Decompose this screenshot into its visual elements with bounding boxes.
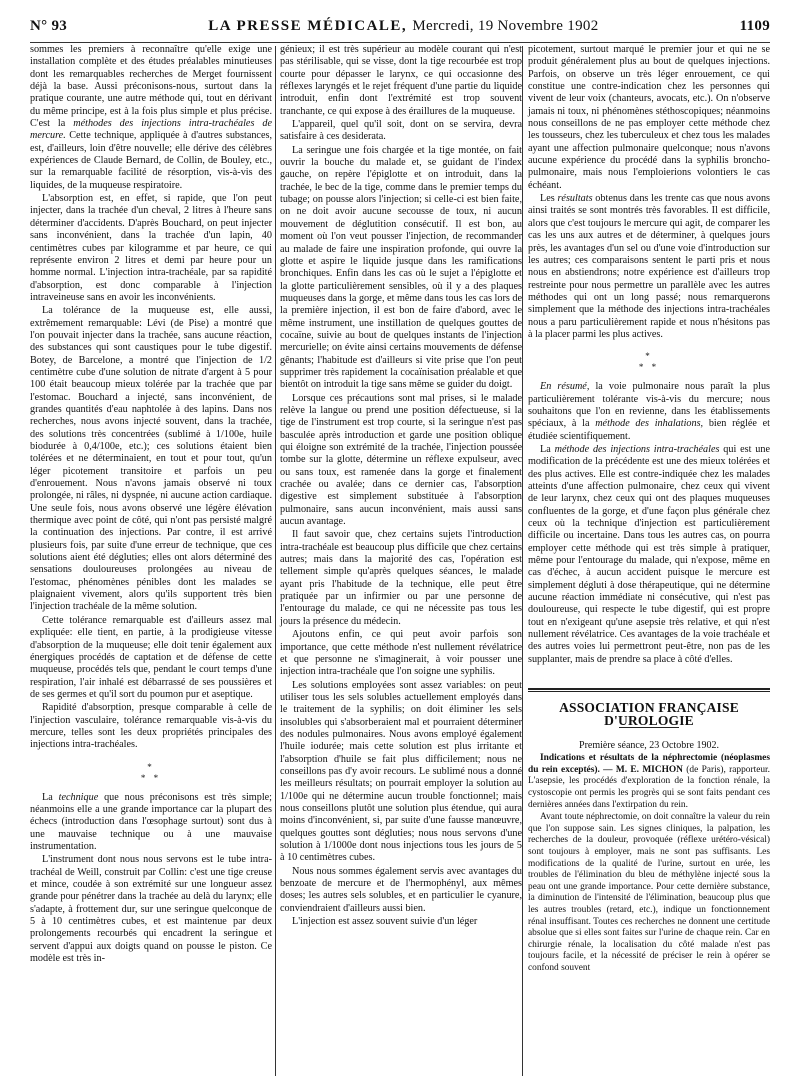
paragraph: Ajoutons enfin, ce qui peut avoir parfois son importance, que cette méthode n'est nullement révélatrice et que personne ne s'imaginerait, à voir pousser une injection intra-trachéale que l'on soigne une syphilis. — [280, 629, 522, 678]
section-separator-stars: * * * — [638, 351, 660, 373]
session-date: Première séance, 23 Octobre 1902. — [579, 739, 719, 751]
paragraph: La méthode des injections intra-trachéales qui est une modification de la précédente est une des mieux tolérées et des plus actives. Elle est contre-indiquée chez les malades atteints d'une affection pulmonaire, chez ceux qui vivent de leur larynx, chez ceux qui ont des plaques muqueuses confluentes de la gorge, et d'une façon plus générale chez ceux où la technique d'injection est particulièrement difficile ou incertaine. Dans tous les autres cas, on pourra employer cette méthode qui est très simple à pratiquer, même pour l'entourage du malade, qui n'expose, même en cas d'échec, à aucun accident puisque le mercure est simplement dégluti à dose thérapeutique, qui ne détermine aucune réaction immédiate ni consécutive, qui n'est pas douloureuse, qui respecte le tube digestif, qui est propre tout en n'exigeant qu'une asepsie très relative, et qui n'est nullement révélatrice. Ces avantages de la voie trachéale et des autres voies lui permettront peut-être, non pas de les supplanter, mais de prendre sa place à côté d'elles. — [528, 443, 771, 665]
paragraph: génieux; il est très supérieur au modèle courant qui n'est pas stérilisable, qui se visse, dont la tige recourbée est trop courte pour dépasser le larynx, ce qui occasionne des réflexes laryngés et le rejet fréquent d'une partie du liquide introduit, enfin dont l'extrémité est trop souvent tranchante, ce qui expose à des éraillures de la muqueuse. — [280, 44, 522, 117]
paragraph: Nous nous sommes également servis avec avantages du benzoate de mercure et de l'hermophényl, aux mêmes doses; les autres sels solubles, et en particulier le cyanure, conviendraient d'ailleurs aussi bien. — [280, 865, 522, 914]
paragraph: Lorsque ces précautions sont mal prises, si le malade relève la langue ou prend une position défectueuse, si la tige de l'instrument est trop courte, si la seringue n'est pas basculée après introduction et garde une position oblique qui éloigne son extrémité de la trachée, l'injection poussée tombe sur la glotte, détermine un réflexe expulseur, avec ou sans toux, est ramenée dans la gorge et finalement crachée ou avalée; dans ce dernier cas, l'absorption digestive est simplement substituée à l'absorption pulmonaire, sans aucun inconvénient, mais aussi sans aucun avantage. — [280, 392, 522, 528]
masthead — [208, 18, 598, 35]
paragraph: La technique que nous préconisons est très simple; néanmoins elle a une grande importance car la plupart des échecs (introduction dans l'œsophage surtout) sont dus à une mauvaise technique ou à une mauvaise instrumentation. — [30, 791, 273, 852]
paragraph: La seringue une fois chargée et la tige montée, on fait ouvrir la bouche du malade et, se guidant de l'index gauche, on repère l'épiglotte et on introduit, dans la trachée, le bec de la tige, comme dans le premier temps du tubage; on pousse alors l'injection; si celle-ci est bien faite, on ne doit avoir aucune secousse de toux, ni aucun mouvement de déglutition consécutif. Il est bon, au moment où l'on veut pousser l'injection, de recommander au malade de faire une inspiration profonde, qui ouvre la glotte et aspire le liquide jusque dans les ramifications bronchiques. Enfin dans les cas où le sujet a l'épiglotte et la glotte particulièrement sensibles, où il y a des plaques muqueuses dans la gorge, et même dans tous les cas lors de la première injection, il est bon de faire d'abord, avec le même instrument, une instillation de quelques gouttes de cocaïne, suivie au bout de quelques instants de l'injection mercurielle; on évite ainsi certains mouvements de défense gênants; l'habitude est d'ailleurs si vite prise que l'on peut supprimer très rapidement la cocaïnisation préalable et que bientôt on introduit la tige sans même se guider du doigt. — [280, 144, 522, 391]
article-title: Indications et résultats de la néphrectomie (néoplasmes du rein exceptés). — [528, 753, 770, 775]
article-paragraph: Indications et résultats de la néphrectomie (néoplasmes du rein exceptés). — M. E. MICHON (de Paris), rapporteur. L'asepsie, les procédés d'exploration de la fonction rénale, la cystoscopie ont permis les progrès qui se sont faits pendant ces dernières années dans l'extirpation du rein. — [528, 753, 770, 810]
paragraph: picotement, surtout marqué le premier jour et qui ne se produit généralement plus au bout de quelques injections. Parfois, on observe un très léger enrouement, ce qui constitue une contre-indication chez les personnes qui vivent de leur voix (chanteurs, avocats, etc.). On n'observe jamais ni toux, ni phénomènes stéthoscopiques; néanmoins nous conseillons de ne pas employer cette méthode chez les tousseurs, chez les tuberculeux et chez tous les malades ayant une affection pulmonaire quelconque; nous n'avons aucune expérience du procédé dans la syphilis broncho-pulmonaire, mais nous l'emploierions volontiers le cas échéant. — [528, 44, 770, 191]
column-1 — [30, 44, 272, 965]
paragraph: Les résultats obtenus dans les trente cas que nous avons ainsi traités se sont montrés très favorables. Il est difficile, alors que c'est toujours le mercure qui agit, de comparer les cas les uns aux autres et de déterminer, à quelques jours près, les avantages d'un sel ou d'une voie d'introduction sur les autres; ces comparaisons sentent le parti pris et nous nous en abstiendrons; notre expérience est d'ailleurs trop restreinte pour nous permettre un parallèle avec les autres méthodes qui ont un long passé; nous remarquerons simplement que la méthode des injections intra-trachéales nous a paru particulièrement rapide et nous n'hésitons pas à la placer parmi les plus actives. — [528, 193, 771, 340]
article-author: — M. E. MICHON — [603, 764, 683, 775]
column-2 — [280, 44, 522, 928]
header-rule — [30, 42, 770, 43]
section-title: ASSOCIATION FRANÇAISE D'UROLOGIE — [559, 700, 739, 728]
column-divider — [522, 46, 523, 1076]
column-3 — [528, 44, 770, 974]
paragraph: La tolérance de la muqueuse est, elle aussi, extrêmement remarquable: Lévi (de Pise) a montré que l'on pouvait injecter dans la trachée, sans aucune réaction, des substances qui sont caustiques pour le tube digestif. Botey, de Barcelone, a montré que l'injection de 1/2 centimètre cube d'une solution de nitrate d'argent à 5 pour 100 était beaucoup mieux tolérée par la trachée que par l'estomac. Bouchard a injecté, sans inconvénient, de grandes quantités d'eau naphtolée à des lapins. Dans nos recherches, nous avons injecté souvent, dans la trachée, des solutions très concentrées (sublimé à 1/100e, huile biodurée à 0,4/100e, etc.); ces solutions étaient bien tolérées et ne déterminaient, en tout et pour tout, qu'un léger picotement transitoire et parfois un peu d'enrouement. Nous n'avons jamais observé ni toux prolongée, ni râles, ni dyspnée, ni aucune action cardiaque. Une seule fois, nous avons observé une légère élévation thermique avec point de côté, qui n'ont pas persisté malgré la continuation des injections. Par contre, il est arrivé plusieurs fois, par suite d'une erreur de technique, que ces solutions aient été dégluties; elles ont alors déterminé des sensations douloureuses prolongées au niveau de l'estomac, phénomènes pénibles dont les malades se plaignaient vivement, alors qu'ils supportent très bien l'injection trachéale de la même solution. — [30, 305, 272, 613]
page-header — [30, 18, 770, 40]
section-rule — [528, 691, 770, 692]
column-divider — [275, 46, 276, 1076]
paragraph: L'instrument dont nous nous servons est le tube intra-trachéal de Weill, construit par Collin: c'est une tige creuse et mince, coudée à son extrémité sur une longueur assez grande pour pénétrer dans la trachée au delà du larynx; elle s'adapte, à frottement dur, sur une seringue quelconque de 5 à 10 centimètres cubes, et est maintenue par deux prolongements recourbés qui encadrent la seringue et servent d'appui aux doigts quand on pousse le piston. Ce modèle est très in- — [30, 854, 272, 965]
paragraph: L'injection est assez souvent suivie d'un léger — [292, 916, 478, 928]
section-rule — [528, 688, 770, 690]
paragraph: Il faut savoir que, chez certains sujets l'introduction intra-trachéale est beaucoup plus difficile que chez certains autres; mais dans la majorité des cas, l'opération est tellement simple qu'après quelques séances, le malade ayant pris l'habitude de la technique, elle peut être pratiquée par un infirmier ou par une personne de l'entourage du malade, ce qui ne nécessite pas tous les jours la présence du médecin. — [280, 529, 522, 627]
journal-title: LA PRESSE MÉDICALE, — [208, 18, 408, 34]
paragraph: L'appareil, quel qu'il soit, dont on se servira, devra satisfaire à ces desiderata. — [280, 119, 522, 143]
paragraph: Les solutions employées sont assez variables: on peut utiliser tous les sels solubles actuellement employés dans le traitement de la syphilis; on doit éliminer les sels insolubles qui s'absorberaient mal et pourraient déterminer des nodules pulmonaires. Nous avons employé également l'huile iodurée; mais cette solution est plus irritante et l'absorption d'huile se fait plus difficilement; nous ne conseillons pas d'y avoir recours. Le sublimé nous a donné les meilleurs résultats; on pourrait employer la solution au 1/100e qui ne détermine aucun trouble fonctionnel; mais nous conseillons plutôt une solution plus étendue, qui aura moins d'inconvénient, si, par suite d'une fausse manœuvre, quelques gouttes sont dégluties; nous nous servons d'une solution à 1/1000e dont nous injections tous les jours de 5 à 10 centimètres cubes. — [280, 679, 522, 864]
article-paragraph: Avant toute néphrectomie, on doit connaître la valeur du rein que l'on suppose sain. Les signes cliniques, la palpation, les recherches de la douleur, provoquée (réflexe urétéro-vésical) sont toujours à employer, mais ne sont pas suffisants. Les modifications de la qualité de l'urine, surtout en urée, les troubles de l'élimination du bleu de méthylène injecté sous la peau ont une grande importance. Pour cette dernière substance, la diminution de l'intensité de l'élimination, beaucoup plus que les autres troubles (retard, etc.), indique un fonctionnement rénal insuffisant. Toutes ces recherches ne donnent une certitude absolue que si elles sont faites sur l'urine de chaque rein. Car en chirurgie rénale, la localisation du côté malade n'est pas toujours facile, et la nécessité de préciser le rein à opérer se confond souvent — [528, 812, 770, 973]
paragraph: sommes les premiers à reconnaître qu'elle exige une installation complète et des études préalables minutieuses dont les remarquables recherches de Merget fournissent déjà la base. Aussi préconisons-nous, surtout dans la pratique courante, une autre méthode qui, tout en dérivant du même principe, est à la fois plus simple et plus précise. C'est la méthodes des injections intra-trachéales de mercure. Cette technique, appliquée à d'autres substances, est, d'ailleurs, loin d'être nouvelle; elle dérive des célèbres expériences de Claude Bernard, de Collin, de Bouley, etc., sur la remarquable facilité de résorption, vis-à-vis des liquides, de la muqueuse respiratoire. — [30, 44, 272, 191]
paragraph: En résumé, la voie pulmonaire nous paraît la plus particulièrement tolérante vis-à-vis du mercure; nous souhaitons que l'on en revienne, dans les établissements spéciaux, à la méthode des inhalations, bien réglée et étudiée scientifiquement. — [528, 381, 771, 442]
issue-number: N° 93 — [30, 18, 68, 34]
issue-date: Mercredi, 19 Novembre 1902 — [412, 18, 599, 34]
paragraph: Rapidité d'absorption, presque comparable à celle de l'injection vasculaire, tolérance remarquable vis-à-vis du mercure, telles sont les deux propriétés principales des injections intra-trachéales. — [30, 702, 272, 751]
page-number: 1109 — [739, 18, 770, 34]
paragraph: L'absorption est, en effet, si rapide, que l'on peut injecter, dans la trachée d'un cheval, 2 litres à l'heure sans déterminer d'accidents. D'après Bouchard, on peut injecter sans inconvénient, dans la trachée d'un lapin, 40 centimètres cubes par kilogramme et par heure, ce qui représente environ 2 litres et demi par heure pour un homme normal. L'injection intra-trachéale, par sa rapidité d'absorption, est donc comparable à l'injection intraveineuse sans en avoir les inconvénients. — [30, 193, 272, 303]
section-separator-stars: * * * — [140, 761, 162, 783]
paragraph: Cette tolérance remarquable est d'ailleurs assez mal expliquée: elle tient, en partie, à la prodigieuse vitesse d'absorption de la muqueuse; elle doit tenir également aux énergiques procédés de captation et de défense de cette muqueuse, procédés tels que, pendant le court temps d'une respiration, l'air inhalé est débarrassé de ses poussières et de ses germes et qu'il sort du poumon pur et aseptique. — [30, 614, 272, 700]
